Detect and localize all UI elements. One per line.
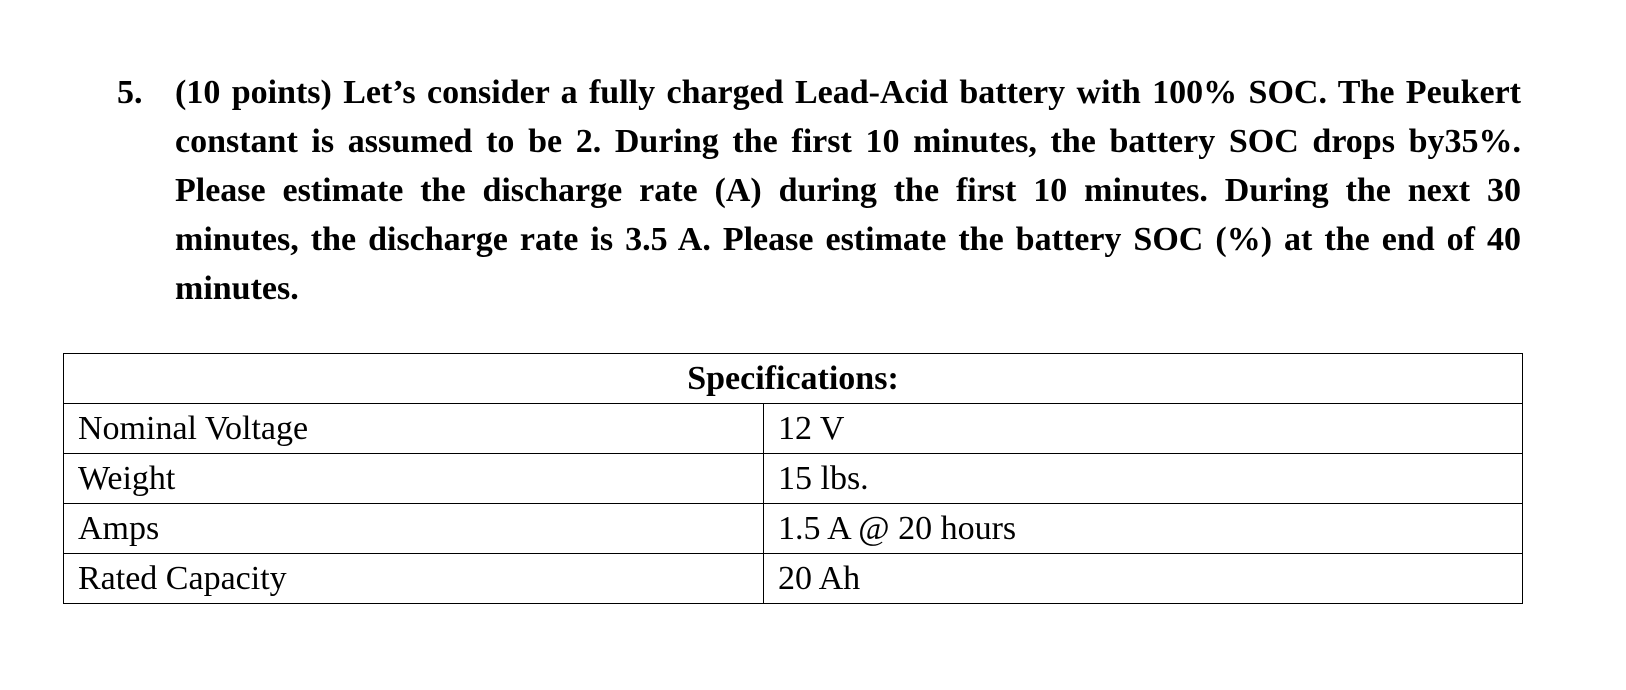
table-row bbox=[64, 554, 1523, 604]
question-block bbox=[117, 68, 1521, 313]
table-row bbox=[64, 454, 1523, 504]
table-header: Specifications: bbox=[64, 354, 1523, 404]
question-text: (10 points) Let’s consider a fully charged Lead-Acid battery with 100% SOC. The Peukert constant is assumed to be 2. During the first 10 minutes, the battery SOC drops by35%. Please estimate the discharge rate (A) during the first 10 minutes. During the next 30 minutes, the discharge rate is 3.5 A. Please estimate the battery SOC (%) at the end of 40 minutes. bbox=[175, 74, 1521, 307]
spec-label: Nominal Voltage bbox=[64, 404, 764, 454]
spec-value: 12 V bbox=[764, 404, 1523, 454]
spec-value: 1.5 A @ 20 hours bbox=[764, 504, 1523, 554]
spec-value: 20 Ah bbox=[764, 554, 1523, 604]
spec-label: Weight bbox=[64, 454, 764, 504]
spec-value: 15 lbs. bbox=[764, 454, 1523, 504]
table-row bbox=[64, 404, 1523, 454]
table-row bbox=[64, 504, 1523, 554]
question-number: 5. bbox=[117, 74, 143, 111]
table-header-row bbox=[64, 354, 1523, 404]
spec-label: Rated Capacity bbox=[64, 554, 764, 604]
specifications-table bbox=[63, 353, 1523, 604]
spec-label: Amps bbox=[64, 504, 764, 554]
